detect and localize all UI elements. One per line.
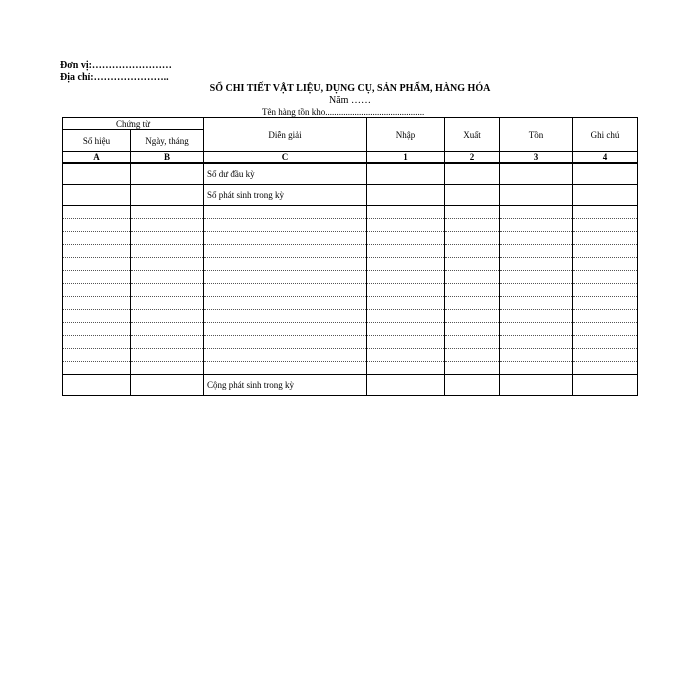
export-header: Xuất [445, 118, 500, 152]
column-code-a: A [63, 152, 131, 164]
year-line: Năm …… [329, 95, 371, 106]
column-code-b: B [131, 152, 204, 164]
doc-number-header: Số hiệu [63, 130, 131, 152]
column-code-c: C [204, 152, 367, 164]
table-row-total [63, 375, 638, 396]
total-arising-label: Cộng phát sinh trong kỳ [204, 375, 367, 396]
table-row [63, 232, 638, 245]
table-row [63, 310, 638, 323]
import-header: Nhập [367, 118, 445, 152]
table-row [63, 336, 638, 349]
table-row-opening [63, 163, 638, 185]
column-code-4: 4 [573, 152, 638, 164]
balance-header: Tồn [500, 118, 573, 152]
unit-field-label: Đơn vị:…………………… [60, 60, 172, 71]
table-row-arising [63, 185, 638, 206]
table-row [63, 349, 638, 362]
column-code-2: 2 [445, 152, 500, 164]
stock-name-line: Tên hàng tồn kho............................................ [262, 107, 425, 117]
table-row [63, 362, 638, 375]
voucher-group-header: Chứng từ [63, 118, 204, 130]
table-row [63, 297, 638, 310]
table-row [63, 206, 638, 219]
description-header: Diễn giải [204, 118, 367, 152]
arising-label: Số phát sinh trong kỳ [204, 185, 367, 206]
table-row [63, 323, 638, 336]
column-code-3: 3 [500, 152, 573, 164]
table-row [63, 258, 638, 271]
address-field-label: Địa chỉ:………………….. [60, 72, 169, 83]
ledger-table [62, 117, 638, 396]
table-row [63, 284, 638, 297]
opening-balance-label: Số dư đầu kỳ [204, 163, 367, 185]
document-title: SỔ CHI TIẾT VẬT LIỆU, DỤNG CỤ, SẢN PHẨM, HÀNG HÓA [209, 83, 491, 94]
doc-date-header: Ngày, tháng [131, 130, 204, 152]
note-header: Ghi chú [573, 118, 638, 152]
column-code-1: 1 [367, 152, 445, 164]
table-row [63, 245, 638, 258]
table-row [63, 219, 638, 232]
table-row [63, 271, 638, 284]
